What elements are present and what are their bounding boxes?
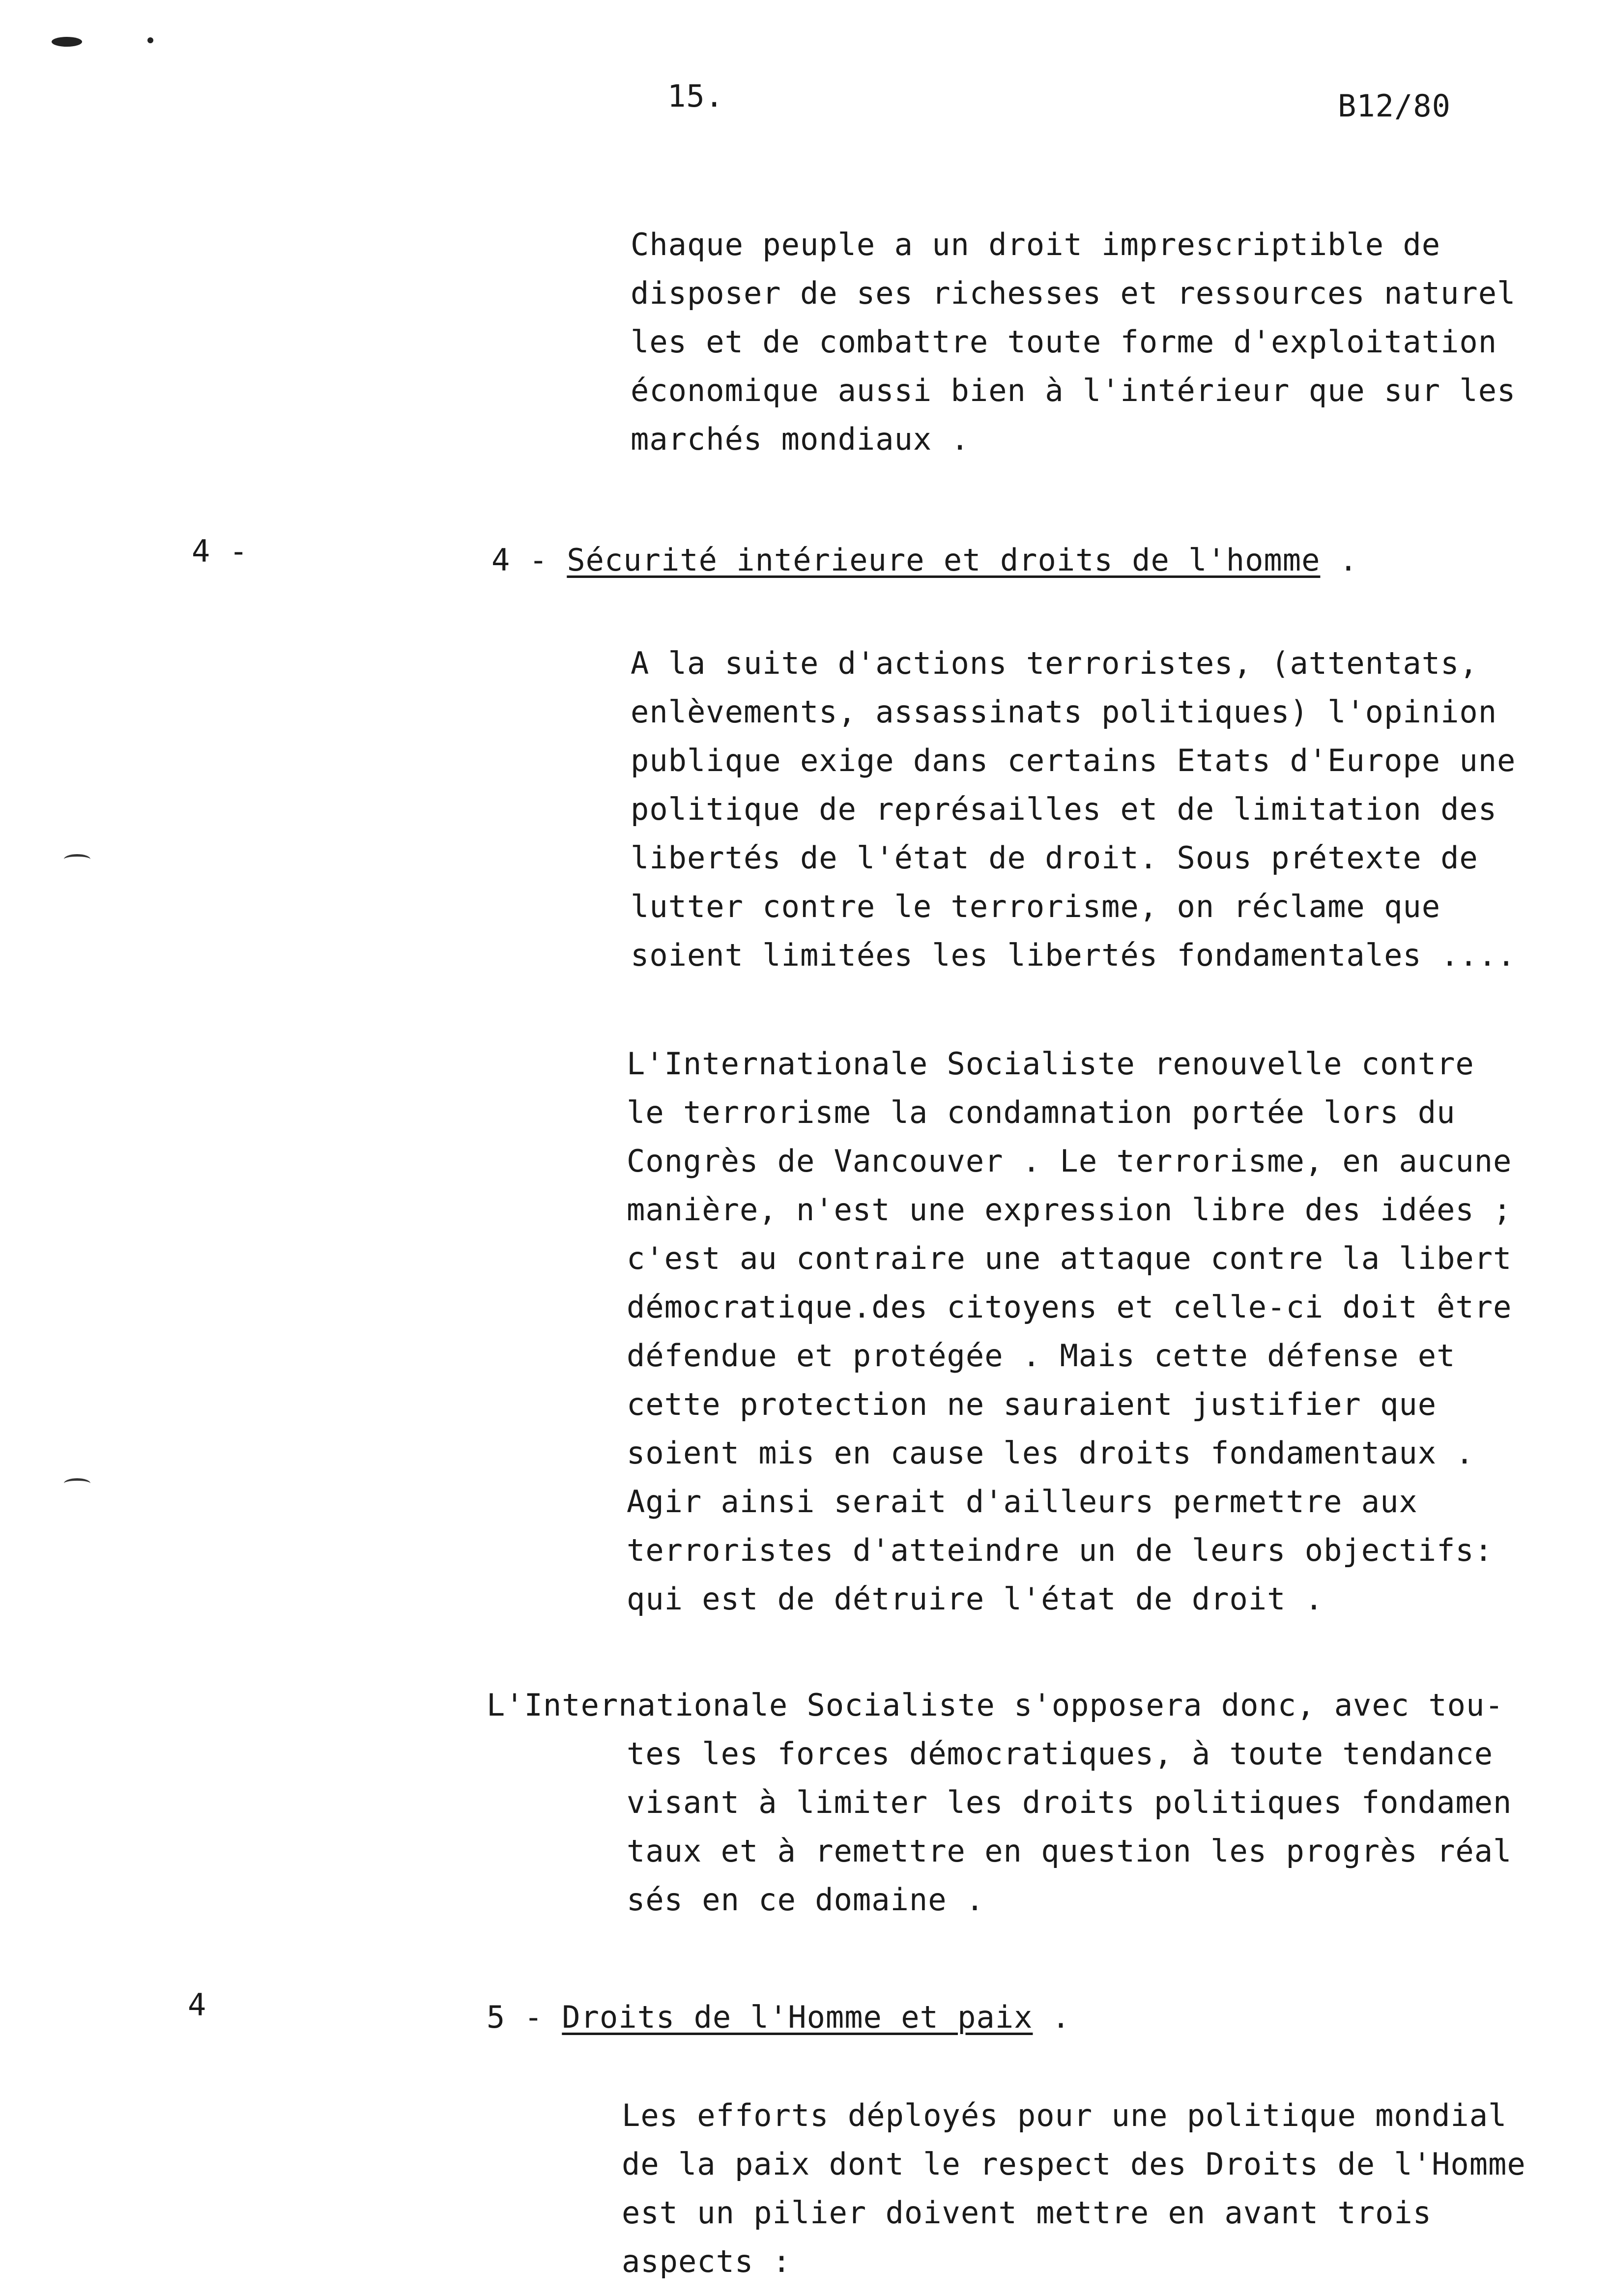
text-line: publique exige dans certains Etats d'Europe une [631,743,1516,778]
text-line: Chaque peuple a un droit imprescriptible de [631,227,1441,262]
section-5-heading [487,1993,1070,2041]
section-4-paragraph-3-first-line: L'Internationale Socialiste s'opposera donc, avec tou- [487,1687,1504,1723]
section-5-paragraph-1 [622,2091,1526,2286]
section-title-end: . [1051,1999,1071,2035]
text-line: manière, n'est une expression libre des idées ; [627,1192,1512,1228]
text-line: soient mis en cause les droits fondamentaux . [627,1435,1474,1471]
margin-mark [64,1478,90,1489]
section-5-margin-note: 4 [188,1987,207,2023]
text-line: L'Internationale Socialiste renouvelle contre [627,1046,1474,1082]
text-line: les et de combattre toute forme d'exploitation [631,324,1497,360]
section-4-paragraph-3 [627,1730,1512,1924]
section-number: 4 - [491,542,548,578]
text-line: aspects : [622,2243,791,2279]
text-line: est un pilier doivent mettre en avant trois [622,2195,1432,2231]
document-reference: B12/80 [1338,88,1451,124]
section-number: 5 - [487,1999,543,2035]
text-line: soient limitées les libertés fondamentales .... [631,937,1516,973]
text-line: sés en ce domaine . [627,1882,985,1918]
intro-paragraph [631,220,1516,463]
text-line: disposer de ses richesses et ressources naturel [631,275,1516,311]
text-line: de la paix dont le respect des Droits de l'Homme [622,2146,1526,2182]
text-line: démocratique.des citoyens et celle-ci doit être [627,1289,1512,1325]
text-line: libertés de l'état de droit. Sous prétexte de [631,840,1478,876]
text-line: A la suite d'actions terroristes, (attentats, [631,645,1478,681]
text-line: économique aussi bien à l'intérieur que sur les [631,373,1516,408]
text-line: le terrorisme la condamnation portée lors du [627,1094,1456,1130]
text-line: tes les forces démocratiques, à toute tendance [627,1736,1494,1772]
text-line: Les efforts déployés pour une politique mondial [622,2097,1507,2133]
margin-mark [64,854,90,864]
section-4-margin-note: 4 - [192,533,248,569]
scan-artifact [52,37,82,47]
section-4-paragraph-2 [627,1039,1512,1623]
section-title: Sécurité intérieure et droits de l'homme [567,542,1321,578]
section-4-heading [491,536,1358,584]
section-title: Droits de l'Homme et paix [562,1999,1033,2035]
text-line: qui est de détruire l'état de droit . [627,1581,1324,1617]
text-line: défendue et protégée . Mais cette défense et [627,1338,1456,1374]
text-line: terroristes d'atteindre un de leurs objectifs: [627,1532,1494,1568]
scan-artifact [147,37,153,43]
text-line: politique de représailles et de limitation des [631,791,1497,827]
text-line: Agir ainsi serait d'ailleurs permettre aux [627,1484,1418,1520]
text-line: marchés mondiaux . [631,421,970,457]
text-line: enlèvements, assassinats politiques) l'opinion [631,694,1497,730]
text-line: visant à limiter les droits politiques fondamen [627,1784,1512,1820]
text-line: lutter contre le terrorisme, on réclame que [631,889,1441,924]
text-line: Congrès de Vancouver . Le terrorisme, en aucune [627,1143,1512,1179]
text-line: cette protection ne sauraient justifier que [627,1386,1437,1422]
section-4-paragraph-1 [631,639,1516,979]
section-title-end: . [1339,542,1358,578]
text-line: taux et à remettre en question les progrès réal [627,1833,1512,1869]
text-line: c'est au contraire une attaque contre la libert [627,1240,1512,1276]
page-number: 15. [667,78,724,114]
